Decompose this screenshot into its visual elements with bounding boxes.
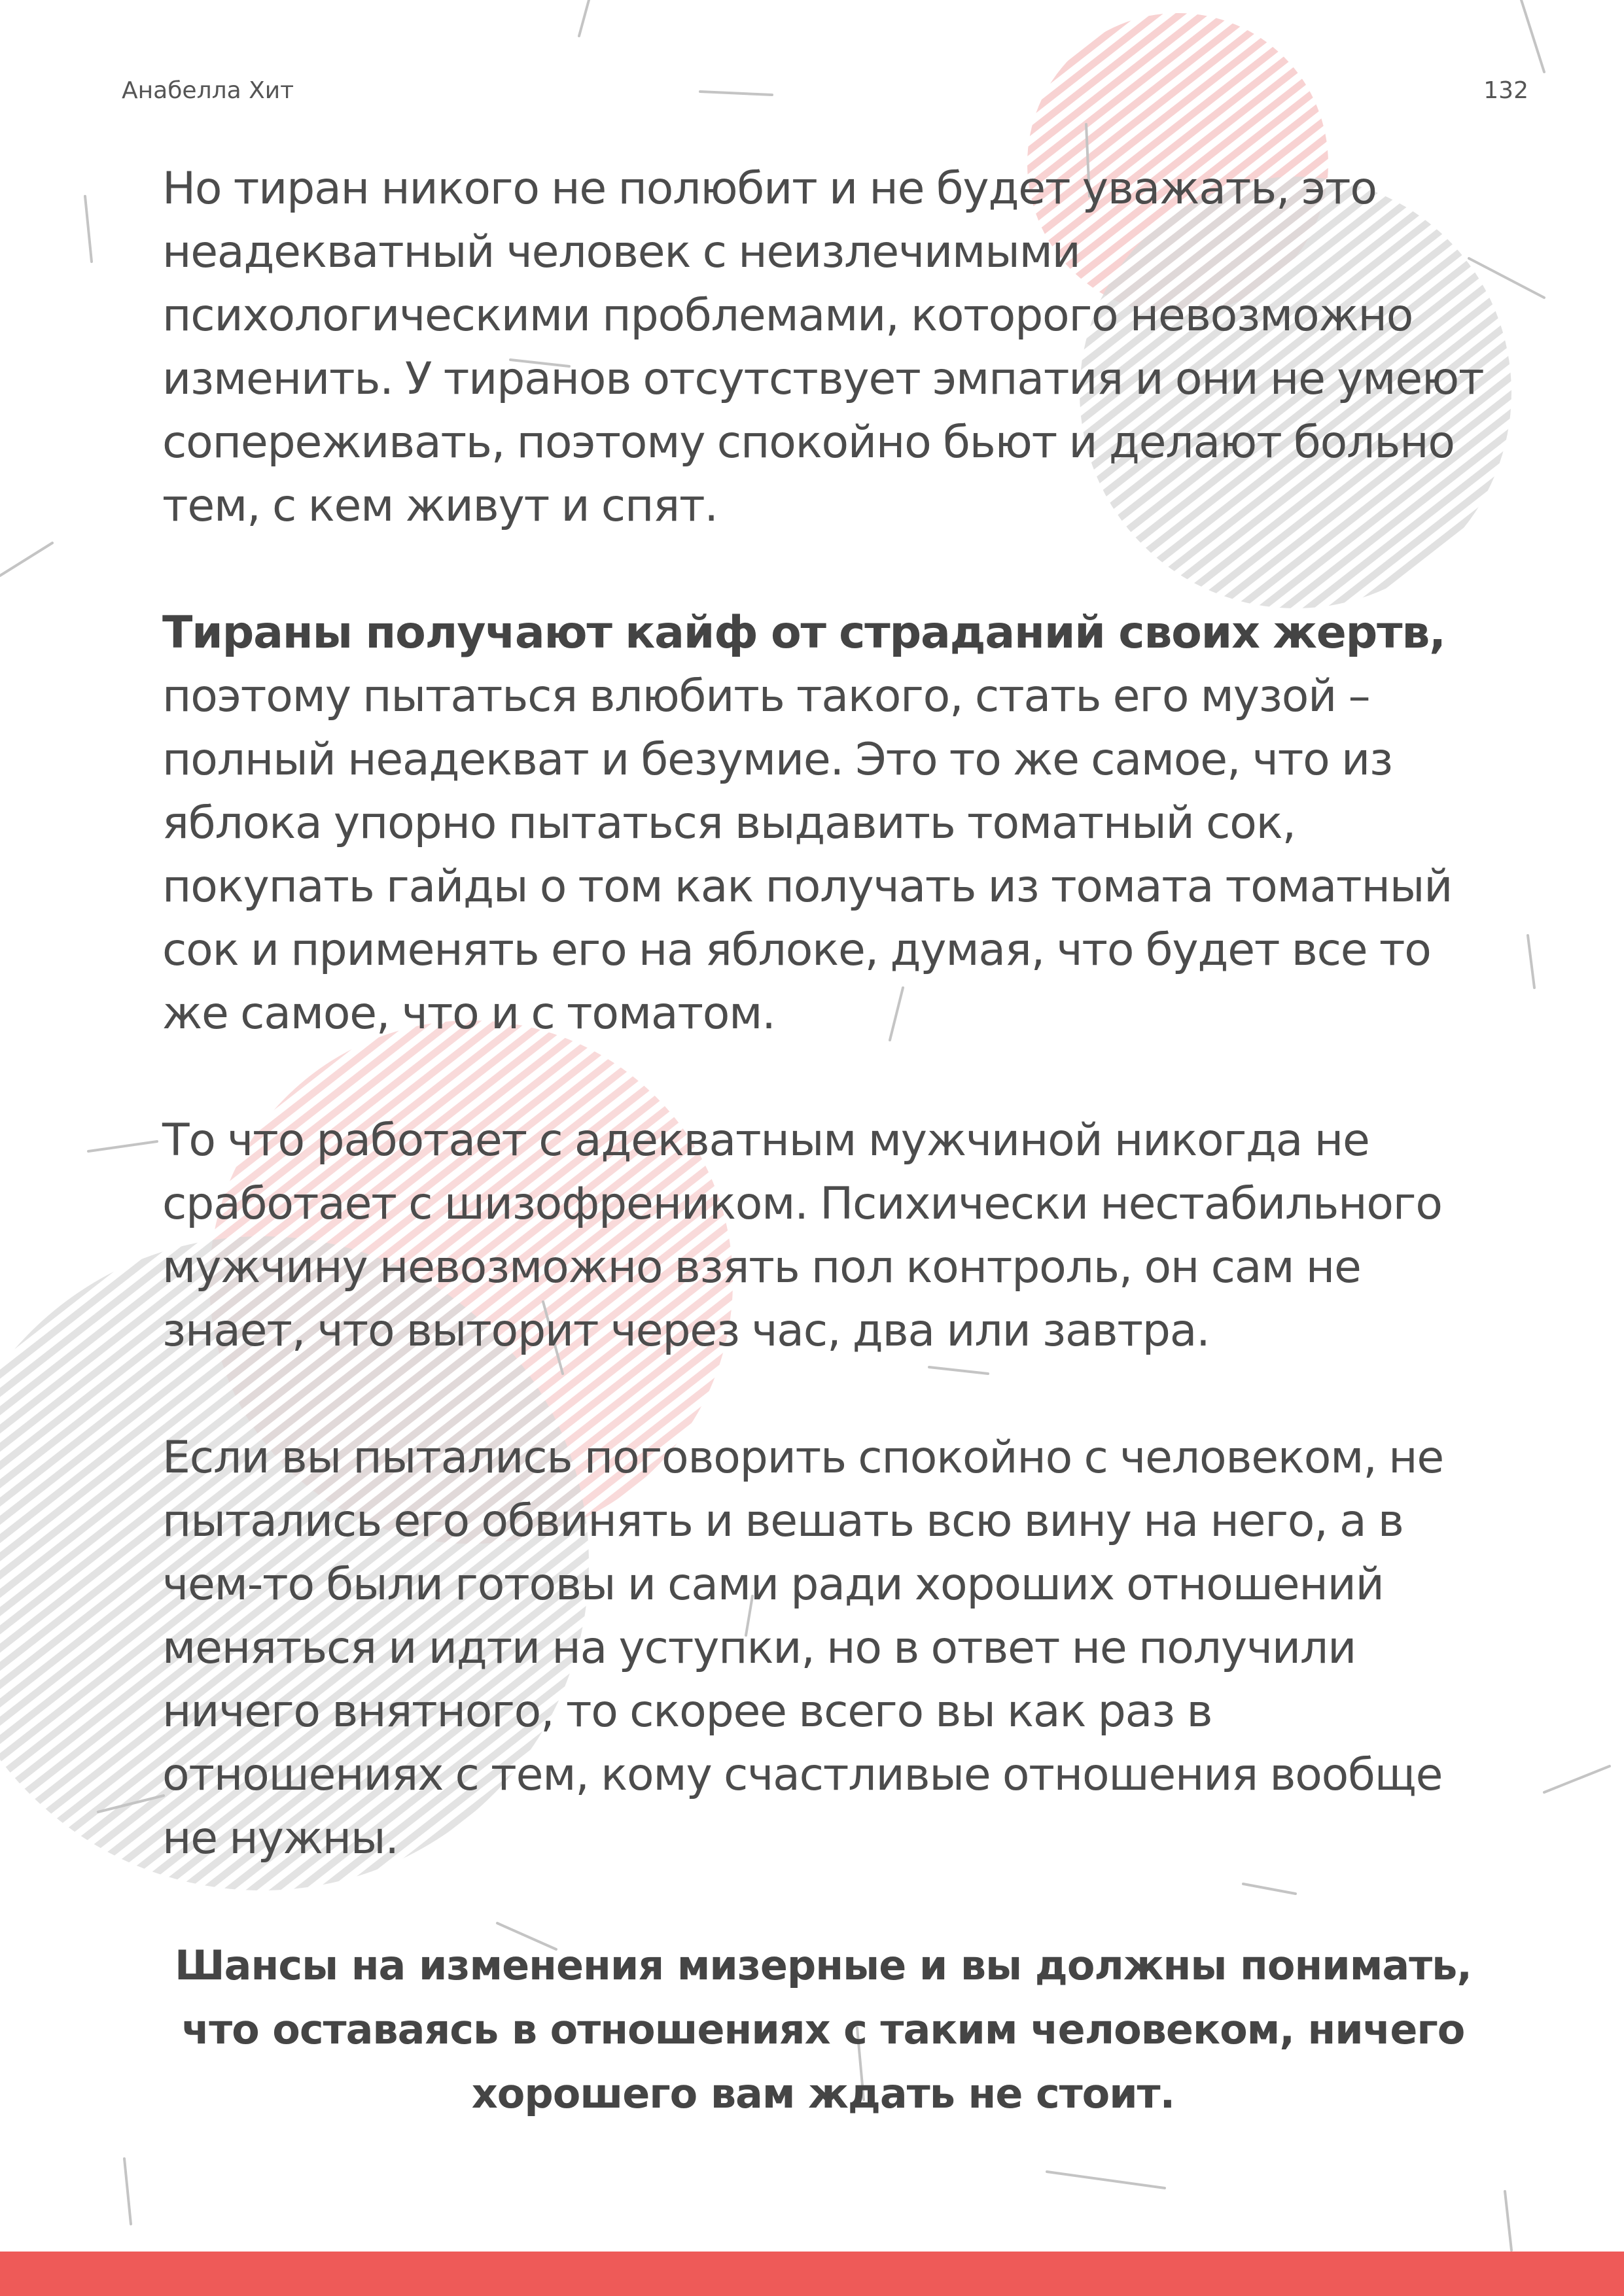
paragraph-4-text: Если вы пытались поговорить спокойно с человеком, не пытались его обвинять и вешать всю вину на него, а в чем-то были готовы и сами ради хороших отношений меняться и идти на уступки, но в ответ не получили ничего внятного, то скорее всего вы как раз в отношениях с тем, кому счастливые отношения вообще не нужны.: [162, 1432, 1443, 1864]
page-number: 132: [1483, 77, 1528, 104]
paragraph-4: [162, 1426, 1504, 1870]
footer-accent-bar: [0, 2252, 1624, 2296]
closing-statement: Шансы на изменения мизерные и вы должны понимать, что оставаясь в отношениях с таким человеком, ничего хорошего вам ждать не стоит.: [175, 1941, 1472, 2117]
header-author: Анабелла Хит: [122, 77, 294, 104]
paragraph-2: [162, 601, 1504, 1045]
paragraph-1: [162, 157, 1504, 538]
paragraph-2-text: поэтому пытаться влюбить такого, стать его музой – полный неадекват и безумие. Это то же самое, что из яблока упорно пытаться выдавить томатный сок, покупать гайды о том как получать из томата томатный сок и применять его на яблоке, думая, что будет все то же самое, что и с томатом.: [162, 670, 1453, 1039]
page-content: [162, 157, 1504, 2126]
paragraph-3: [162, 1109, 1504, 1363]
paragraph-1-text: Но тиран никого не полюбит и не будет уважать, это неадекватный человек с неизлечимыми психологическими проблемами, которого невозможно изменить. У тиранов отсутствует эмпатия и они не умеют сопереживать, поэтому спокойно бьют и делают больно тем, с кем живут и спят.: [162, 163, 1484, 532]
paragraph-3-text: То что работает с адекватным мужчиной никогда не сработает с шизофреником. Психически нестабильного мужчину невозможно взять пол контроль, он сам не знает, что выторит через час, два или завтра.: [162, 1115, 1442, 1357]
paragraph-2-bold: Тираны получают кайф от страданий своих жертв,: [162, 607, 1445, 659]
